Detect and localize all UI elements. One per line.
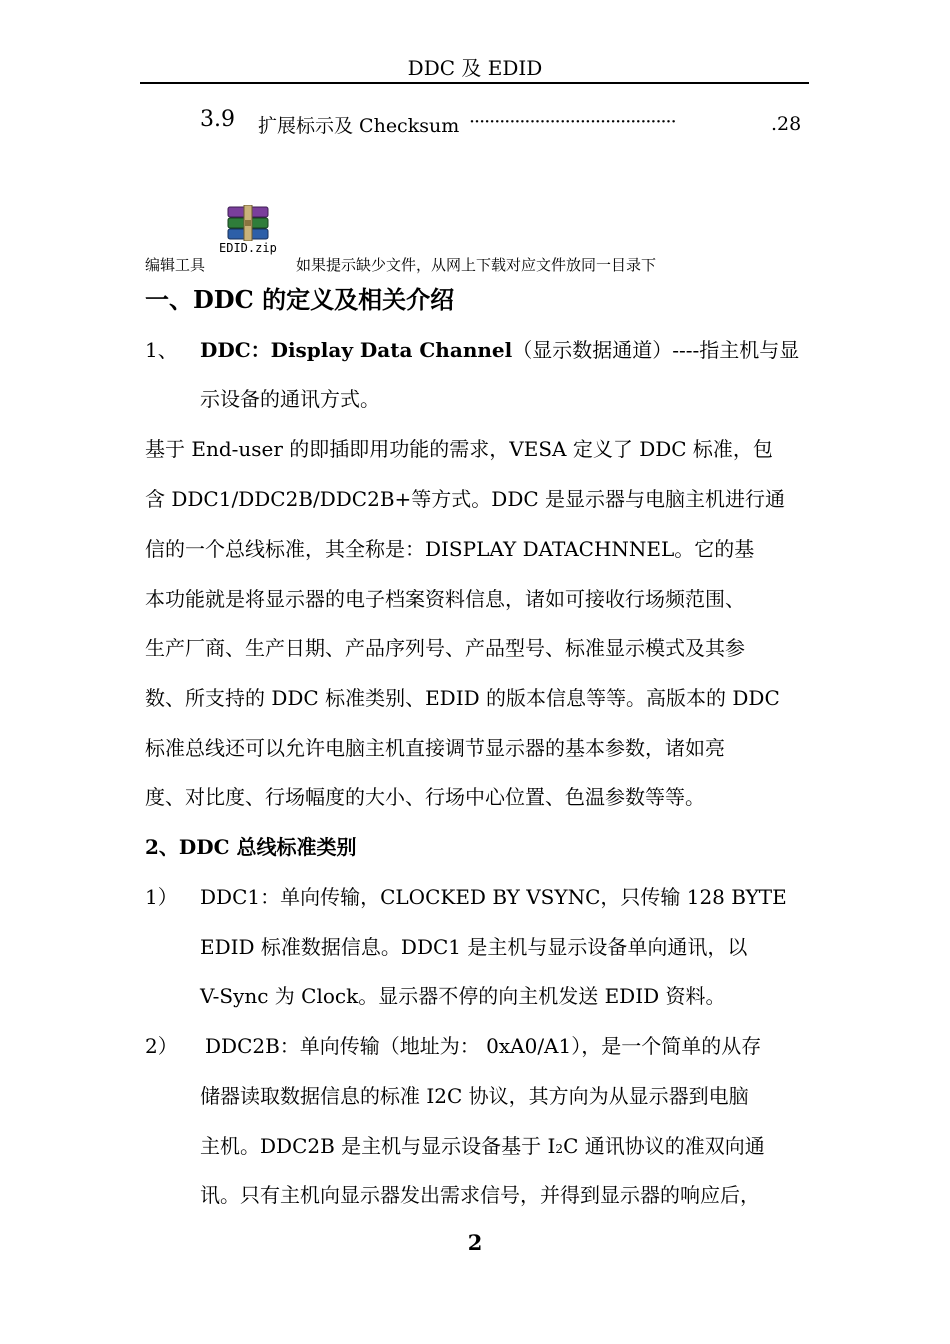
s2-item1-line1: DDC1：单向传输，CLOCKED BY VSYNC，只传输 128 BYTE (200, 885, 787, 909)
s2-item2-marker: 2） (145, 1034, 178, 1058)
s2-item2-line1: DDC2B：单向传输（地址为： 0xA0/A1），是一个简单的从存 (205, 1034, 762, 1058)
s2-item1-line2: EDID 标准数据信息。DDC1 是主机与显示设备单向通讯，以 (200, 935, 748, 959)
attachment-label: 编辑工具 (145, 256, 206, 274)
para-line-8: 度、对比度、行场幅度的大小、行场中心位置、色温参数等等。 (145, 785, 705, 809)
para-line-7: 标准总线还可以允许电脑主机直接调节显示器的基本参数，诸如亮 (145, 736, 725, 760)
toc-entry-page: .28 (771, 113, 802, 135)
s2-item2-line3-a: 主机。DDC2B 是主机与显示设备基于 I (200, 1134, 556, 1158)
item1-line1 (200, 334, 799, 363)
winrar-archive-icon[interactable] (226, 205, 270, 241)
header-rule (140, 82, 809, 84)
section2-heading: 2、DDC 总线标准类别 (145, 835, 357, 859)
para-line-2: 含 DDC1/DDC2B/DDC2B+等方式。DDC 是显示器与电脑主机进行通 (145, 487, 786, 511)
toc-leader-dots: ········································· (469, 111, 676, 133)
s2-item2-line3 (200, 1130, 765, 1159)
s2-item2-line4: 讯。只有主机向显示器发出需求信号，并得到显示器的响应后， (200, 1183, 760, 1207)
s2-item2-line3-b: C 通讯协议的准双向通 (563, 1134, 765, 1158)
s2-item2-line2: 储器读取数据信息的标准 I2C 协议，其方向为从显示器到电脑 (200, 1084, 749, 1108)
para-line-5: 生产厂商、生产日期、产品序列号、产品型号、标准显示模式及其参 (145, 636, 745, 660)
attachment-hint: 如果提示缺少文件，从网上下载对应文件放同一目录下 (296, 256, 657, 274)
attachment-filename[interactable]: EDID.zip (219, 241, 277, 255)
item1-term: DDC：Display Data Channel (200, 338, 513, 362)
para-line-1: 基于 End-user 的即插即用功能的需求，VESA 定义了 DDC 标准，包 (145, 437, 773, 461)
page-header-title: DDC 及 EDID (407, 56, 543, 80)
section1-heading: 一、DDC 的定义及相关介绍 (145, 285, 455, 314)
para-line-3: 信的一个总线标准，其全称是：DISPLAY DATACHNNEL。它的基 (145, 537, 755, 561)
s2-item1-line3: V-Sync 为 Clock。显示器不停的向主机发送 EDID 资料。 (200, 984, 726, 1008)
para-line-6: 数、所支持的 DDC 标准类别、EDID 的版本信息等等。高版本的 DDC (145, 686, 780, 710)
toc-entry-number: 3.9 (200, 107, 235, 132)
s2-item1-marker: 1） (145, 885, 178, 909)
item1-marker: 1、 (145, 338, 178, 362)
item1-line2: 示设备的通讯方式。 (200, 387, 380, 411)
para-line-4: 本功能就是将显示器的电子档案资料信息，诸如可接收行场频范围、 (145, 587, 745, 611)
toc-entry-title[interactable]: 扩展标示及 Checksum (258, 115, 460, 137)
item1-text: （显示数据通道）----指主机与显 (512, 338, 800, 362)
page-number: 2 (467, 1230, 483, 1255)
s2-item2-line3-sub: 2 (555, 1142, 564, 1156)
